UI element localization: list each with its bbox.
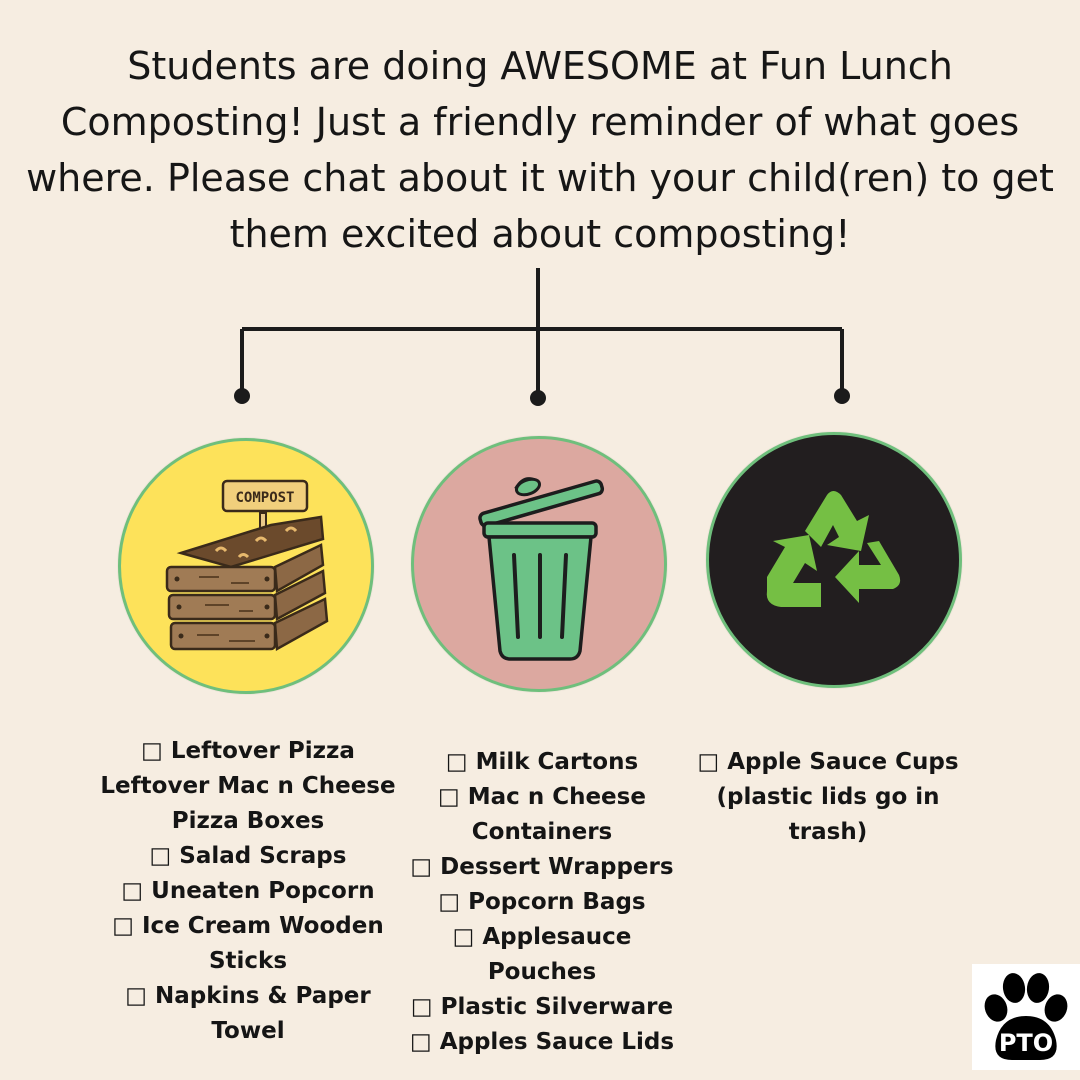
recycle-circle: [706, 432, 962, 688]
connector-diagram: [0, 0, 1080, 420]
list-item: Sticks: [208, 948, 288, 974]
list-item: □ Applesauce: [452, 924, 632, 950]
list-item: □ Salad Scraps: [149, 843, 347, 869]
trash-can-icon: [414, 439, 664, 689]
list-item: □ Plastic Silverware: [410, 994, 674, 1020]
list-item: Leftover Mac n Cheese: [100, 773, 396, 799]
pto-badge: [972, 964, 1080, 1070]
list-item: □ Dessert Wrappers: [410, 854, 674, 880]
list-item: □ Leftover Pizza: [141, 738, 355, 764]
list-item: Pizza Boxes: [171, 808, 325, 834]
connector-dot-compost: [234, 388, 250, 404]
list-item: □ Apple Sauce Cups: [697, 749, 959, 775]
list-item: □ Napkins & Paper: [125, 983, 371, 1009]
list-item: Containers: [471, 819, 613, 845]
list-item: Pouches: [487, 959, 597, 985]
connector-dot-trash: [530, 390, 546, 406]
list-item: □ Mac n Cheese: [438, 784, 646, 810]
recycle-icon: [709, 435, 959, 685]
recycle-list: [678, 745, 978, 850]
trash-circle: [411, 436, 667, 692]
list-item: □ Popcorn Bags: [438, 889, 646, 915]
connector-lines: [242, 268, 842, 394]
connector-dot-recycle: [834, 388, 850, 404]
trash-list: [392, 745, 692, 1060]
list-item: □ Milk Cartons: [445, 749, 639, 775]
list-item: □ Uneaten Popcorn: [121, 878, 375, 904]
list-item: Towel: [211, 1018, 285, 1044]
compost-circle: [118, 438, 374, 694]
list-item: trash): [788, 819, 868, 845]
compost-list: [98, 734, 398, 1049]
list-item: □ Apples Sauce Lids: [409, 1029, 675, 1055]
compost-sign-text: COMPOST: [235, 490, 295, 506]
compost-crate-icon: [121, 441, 371, 691]
list-item: □ Ice Cream Wooden: [112, 913, 384, 939]
headline: Students are doing AWESOME at Fun Lunch Composting! Just a friendly reminder of what goes where. Please chat about it with your child(ren) to get them excited about composting!: [26, 44, 1054, 256]
list-item: (plastic lids go in: [716, 784, 940, 810]
pto-label: PTO: [998, 1029, 1054, 1057]
